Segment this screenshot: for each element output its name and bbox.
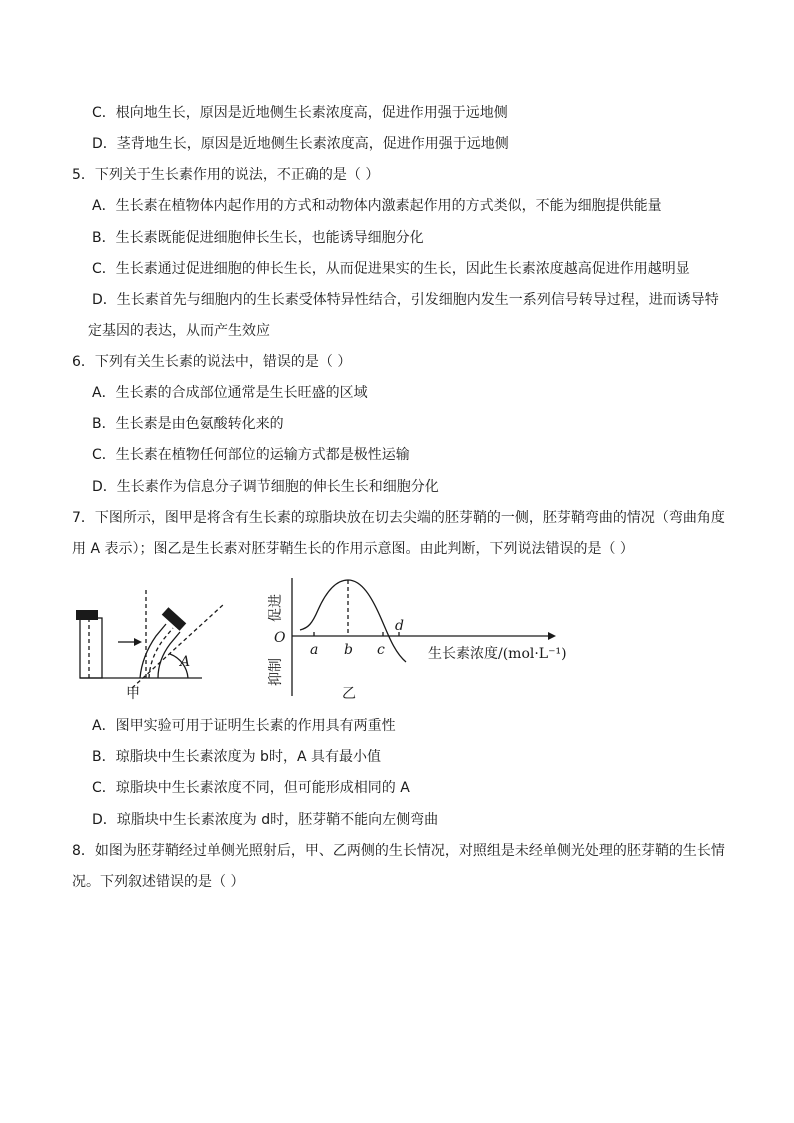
agar-block-straight xyxy=(76,610,98,620)
figure-jia xyxy=(70,590,230,702)
q7-option-a: A．图甲实验可用于证明生长素的作用具有两重性 xyxy=(92,718,396,734)
y-bottom-label: 抑制 xyxy=(268,658,284,686)
q8-stem-line2: 况。下列叙述错误的是（ ） xyxy=(72,874,245,890)
point-a-label: a xyxy=(310,642,319,658)
q4-option-d: D．茎背地生长，原因是近地侧生长素浓度高，促进作用强于远地侧 xyxy=(92,136,509,152)
q7-option-b: B．琼脂块中生长素浓度为 b时，A 具有最小值 xyxy=(92,749,381,765)
q6-stem: 6．下列有关生长素的说法中，错误的是（ ） xyxy=(72,354,352,370)
bent-coleoptile-left xyxy=(140,624,166,678)
arrow-head xyxy=(134,638,142,646)
straight-coleoptile xyxy=(80,618,102,678)
q5-option-c: C．生长素通过促进细胞的伸长生长，从而促进果实的生长，因此生长素浓度越高促进作用越明显 xyxy=(92,261,690,277)
q6-option-c: C．生长素在植物任何部位的运输方式都是极性运输 xyxy=(92,447,410,463)
q4-option-c: C．根向地生长，原因是近地侧生长素浓度高，促进作用强于远地侧 xyxy=(92,105,508,121)
agar-block-bent xyxy=(162,607,187,630)
q5-option-d-line1: D．生长素首先与细胞内的生长素受体特异性结合，引发细胞内发生一系列信号转导过程，进而诱导特 xyxy=(92,292,719,308)
q7-option-c: C．琼脂块中生长素浓度不同，但可能形成相同的 A xyxy=(92,780,410,796)
q6-option-a: A．生长素的合成部位通常是生长旺盛的区域 xyxy=(92,385,368,401)
origin-label: O xyxy=(274,630,286,646)
q5-stem: 5．下列关于生长素作用的说法，不正确的是（ ） xyxy=(72,167,380,183)
point-c-label: c xyxy=(377,642,385,658)
q5-option-d-line2: 定基因的表达，从而产生效应 xyxy=(88,323,270,339)
q8-stem-line1: 8．如图为胚芽鞘经过单侧光照射后，甲、乙两侧的生长情况，对照组是未经单侧光处理的胚芽鞘的生长情 xyxy=(72,843,725,859)
q6-option-d: D．生长素作为信息分子调节细胞的伸长生长和细胞分化 xyxy=(92,479,439,495)
q7-stem-line2: 用 A 表示）；图乙是生长素对胚芽鞘生长的作用示意图。由此判断，下列说法错误的是（ ） xyxy=(72,541,634,557)
q5-option-a: A．生长素在植物体内起作用的方式和动物体内激素起作用的方式类似，不能为细胞提供能量 xyxy=(92,198,662,214)
figure-yi xyxy=(250,572,610,702)
point-b-label: b xyxy=(344,642,353,658)
x-axis-arrow xyxy=(548,632,556,640)
y-top-label: 促进 xyxy=(268,594,284,622)
q5-option-b: B．生长素既能促进细胞伸长生长，也能诱导细胞分化 xyxy=(92,230,424,246)
q6-option-b: B．生长素是由色氨酸转化来的 xyxy=(92,416,284,432)
figure-yi-caption: 乙 xyxy=(342,686,356,702)
q7-stem-line1: 7．下图所示，图甲是将含有生长素的琼脂块放在切去尖端的胚芽鞘的一侧，胚芽鞘弯曲的情况（弯曲角度 xyxy=(72,510,725,526)
angle-label: A xyxy=(180,654,191,670)
figure-jia-caption: 甲 xyxy=(126,686,140,702)
point-d-label: d xyxy=(395,618,404,634)
x-axis-label: 生长素浓度/(mol·L⁻¹) xyxy=(428,646,567,662)
q7-option-d: D．琼脂块中生长素浓度为 d时，胚芽鞘不能向左侧弯曲 xyxy=(92,812,439,828)
